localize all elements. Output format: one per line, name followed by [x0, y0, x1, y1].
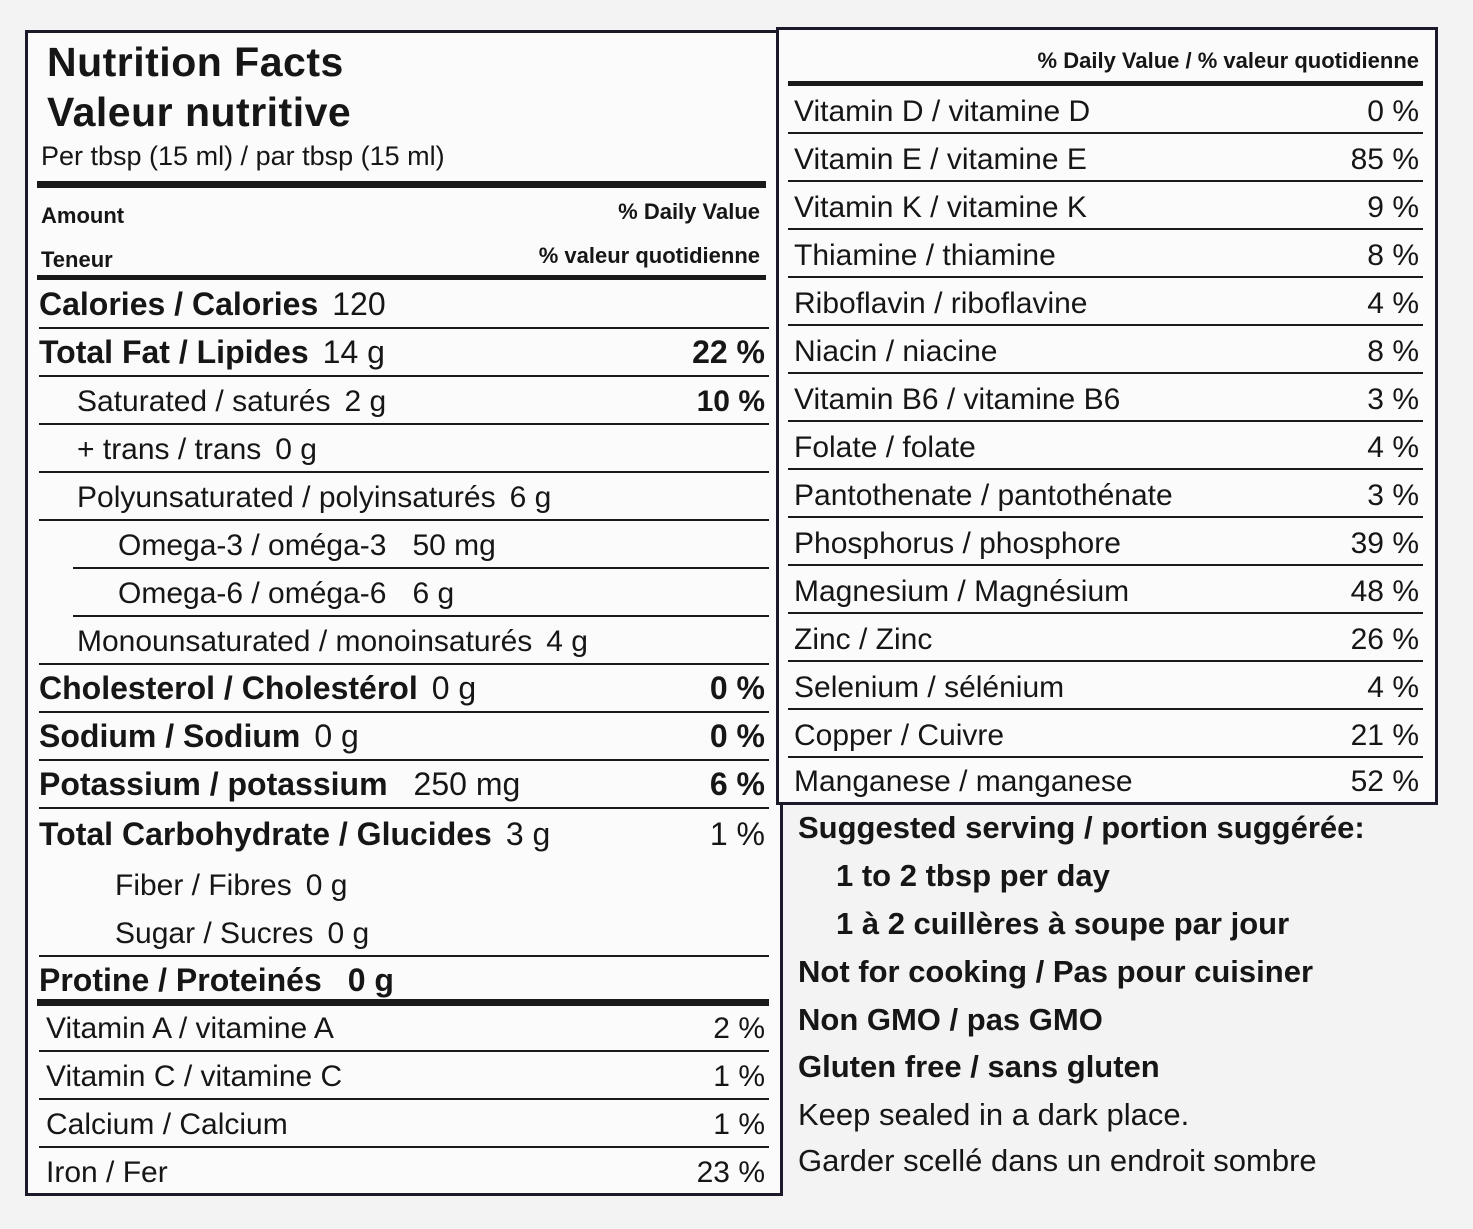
nutrient-percent: 9 %	[1367, 191, 1419, 224]
nutrient-percent: 10 %	[696, 385, 765, 418]
vitamin-percent: 1 %	[713, 1060, 765, 1093]
nutrient-percent: 26 %	[1350, 623, 1419, 656]
nutrient-row-copper	[788, 710, 1423, 758]
nutrient-label: Polyunsaturated / polyinsaturés	[77, 481, 496, 514]
daily-value-label-en: % Daily Value	[618, 199, 760, 224]
nutrient-percent: 8 %	[1367, 335, 1419, 368]
nutrient-row-sugar	[39, 907, 769, 957]
nutrient-row-thiamine	[788, 230, 1423, 278]
nutrient-amount: 0 g	[305, 869, 348, 902]
vitamins-divider-thick	[37, 999, 769, 1006]
nutrient-label: Zinc / Zinc	[794, 623, 933, 656]
nutrient-label: Fiber / Fibres	[115, 869, 292, 902]
nutrient-amount: 2 g	[344, 385, 387, 418]
nutrient-percent: 0 %	[1367, 95, 1419, 128]
gmo-statement: Non GMO / pas GMO	[798, 1002, 1103, 1037]
vitamin-row-c	[39, 1052, 769, 1100]
nutrient-label: Sodium / Sodium	[39, 718, 301, 754]
nutrient-label: Copper / Cuivre	[794, 719, 1005, 752]
nutrient-label: Vitamin B6 / vitamine B6	[794, 383, 1121, 416]
serving-french: 1 à 2 cuillères à soupe par jour	[836, 906, 1290, 941]
nutrient-label: Saturated / saturés	[77, 385, 331, 418]
nutrient-label: Total Fat / Lipides	[39, 334, 309, 370]
daily-value-label-fr: % valeur quotidienne	[538, 243, 760, 268]
nutrient-label: Protine / Proteinés	[39, 962, 322, 998]
nutrient-label: Manganese / manganese	[794, 765, 1133, 798]
vitamin-label: Vitamin C / vitamine C	[46, 1060, 343, 1093]
nutrient-label: Vitamin E / vitamine E	[794, 143, 1087, 176]
nutrient-percent: 21 %	[1350, 719, 1419, 752]
vitamin-percent: 23 %	[696, 1156, 765, 1189]
nutrient-label: Total Carbohydrate / Glucides	[39, 816, 492, 852]
serving-heading: Suggested serving / portion suggérée:	[798, 810, 1365, 845]
nutrient-amount: 6 g	[509, 481, 552, 514]
nutrient-row-polyunsaturated	[39, 473, 769, 521]
nutrient-row-sodium	[39, 713, 769, 761]
nutrient-percent: 85 %	[1350, 143, 1419, 176]
nutrient-row-carbohydrate	[39, 809, 769, 857]
nutrient-percent: 0 %	[709, 670, 765, 706]
vitamin-label: Iron / Fer	[46, 1156, 168, 1189]
nutrient-row-monounsaturated	[39, 617, 769, 665]
nutrient-label: Magnesium / Magnésium	[794, 575, 1130, 608]
vitamin-label: Vitamin A / vitamine A	[46, 1012, 334, 1045]
nutrient-row-riboflavin	[788, 278, 1423, 326]
nutrient-label: Monounsaturated / monoinsaturés	[77, 625, 533, 658]
nutrient-percent: 3 %	[1367, 383, 1419, 416]
nutrient-percent: 1 %	[709, 816, 765, 852]
nutrient-label: Pantothenate / pantothénate	[794, 479, 1173, 512]
nutrient-amount: 0 g	[327, 917, 370, 950]
storage-english: Keep sealed in a dark place.	[798, 1097, 1190, 1132]
vitamin-percent: 1 %	[713, 1108, 765, 1141]
nutrient-label: Selenium / sélénium	[794, 671, 1065, 704]
nutrient-label: Riboflavin / riboflavine	[794, 287, 1088, 320]
storage-french: Garder scellé dans un endroit sombre	[798, 1143, 1317, 1178]
vitamin-label: Calcium / Calcium	[46, 1108, 288, 1141]
nutrient-row-vitamin-e	[788, 134, 1423, 182]
nutrient-row-magnesium	[788, 566, 1423, 614]
mineral-row-iron	[39, 1148, 769, 1194]
nutrient-amount: 14 g	[322, 334, 385, 370]
title-english: Nutrition Facts	[47, 39, 344, 85]
nutrient-label: Cholesterol / Cholestérol	[39, 670, 418, 706]
nutrient-row-cholesterol	[39, 665, 769, 713]
nutrient-label: Calories / Calories	[39, 286, 319, 322]
nutrient-row-potassium	[39, 761, 769, 809]
vitamin-percent: 2 %	[713, 1012, 765, 1045]
nutrient-label: Potassium / potassium	[39, 766, 388, 802]
nutrient-percent: 3 %	[1367, 479, 1419, 512]
amount-divider	[37, 275, 766, 280]
nutrient-percent: 4 %	[1367, 431, 1419, 464]
nutrient-percent: 8 %	[1367, 239, 1419, 272]
nutrient-row-omega-3	[73, 521, 769, 569]
nutrient-row-vitamin-k	[788, 182, 1423, 230]
title-french: Valeur nutritive	[47, 89, 352, 135]
nutrient-row-omega-6	[73, 569, 769, 617]
nutrient-row-zinc	[788, 614, 1423, 662]
nutrient-amount: 250 mg	[413, 766, 521, 802]
nutrient-amount: 0 g	[347, 962, 394, 998]
nutrient-amount: 6 g	[412, 577, 455, 610]
nutrient-label: Vitamin K / vitamine K	[794, 191, 1087, 224]
nutrient-row-folate	[788, 422, 1423, 470]
cooking-warning: Not for cooking / Pas pour cuisiner	[798, 954, 1314, 989]
nutrient-label: Vitamin D / vitamine D	[794, 95, 1091, 128]
nutrient-percent: 4 %	[1367, 287, 1419, 320]
nutrient-row-selenium	[788, 662, 1423, 710]
vitamin-row-a	[39, 1006, 769, 1052]
serving-size: Per tbsp (15 ml) / par tbsp (15 ml)	[41, 141, 445, 171]
nutrient-row-fiber	[39, 857, 769, 907]
nutrient-amount: 50 mg	[412, 529, 496, 562]
nutrient-label: Omega-6 / oméga-6	[118, 577, 387, 610]
nutrient-row-calories	[39, 281, 769, 329]
nutrient-label: Phosphorus / phosphore	[794, 527, 1121, 560]
nutrient-label: Niacin / niacine	[794, 335, 998, 368]
gluten-statement: Gluten free / sans gluten	[798, 1049, 1160, 1084]
nutrient-amount: 4 g	[546, 625, 588, 658]
nutrient-label: Omega-3 / oméga-3	[118, 529, 387, 562]
nutrient-amount: 120	[332, 286, 386, 322]
nutrient-amount: 3 g	[505, 816, 551, 852]
nutrition-facts-panel	[25, 30, 783, 1196]
serving-english: 1 to 2 tbsp per day	[836, 858, 1110, 893]
nutrient-percent: 39 %	[1350, 527, 1419, 560]
nutrient-percent: 22 %	[692, 334, 765, 370]
mineral-row-calcium	[39, 1100, 769, 1148]
nutrient-row-protein	[39, 957, 769, 1001]
vitamins-minerals-panel	[776, 27, 1438, 805]
nutrient-row-niacin	[788, 326, 1423, 374]
nutrient-percent: 52 %	[1350, 765, 1419, 798]
nutrient-label: Thiamine / thiamine	[794, 239, 1056, 272]
nutrient-row-vitamin-b6	[788, 374, 1423, 422]
nutrient-label: + trans / trans	[77, 433, 262, 466]
nutrient-amount: 0 g	[314, 718, 359, 754]
nutrient-amount: 0 g	[275, 433, 317, 466]
nutrient-row-saturated	[39, 377, 769, 425]
nutrient-row-phosphorus	[788, 518, 1423, 566]
nutrient-label: Folate / folate	[794, 431, 976, 464]
nutrient-label: Sugar / Sucres	[115, 917, 314, 950]
nutrient-row-total-fat	[39, 329, 769, 377]
daily-value-header: % Daily Value / % valeur quotidienne	[1037, 48, 1419, 73]
nutrient-row-manganese	[788, 758, 1423, 802]
nutrient-percent: 4 %	[1367, 671, 1419, 704]
nutrient-row-pantothenate	[788, 470, 1423, 518]
nutrient-percent: 48 %	[1350, 575, 1419, 608]
nutrient-row-vitamin-d	[788, 86, 1423, 134]
nutrient-row-trans	[39, 425, 769, 473]
nutrient-percent: 0 %	[709, 718, 765, 754]
nutrient-percent: 6 %	[709, 766, 765, 802]
nutrient-amount: 0 g	[431, 670, 477, 706]
header-divider-thick	[37, 181, 766, 188]
amount-label-fr: Teneur	[41, 247, 113, 272]
amount-label-en: Amount	[41, 203, 125, 228]
